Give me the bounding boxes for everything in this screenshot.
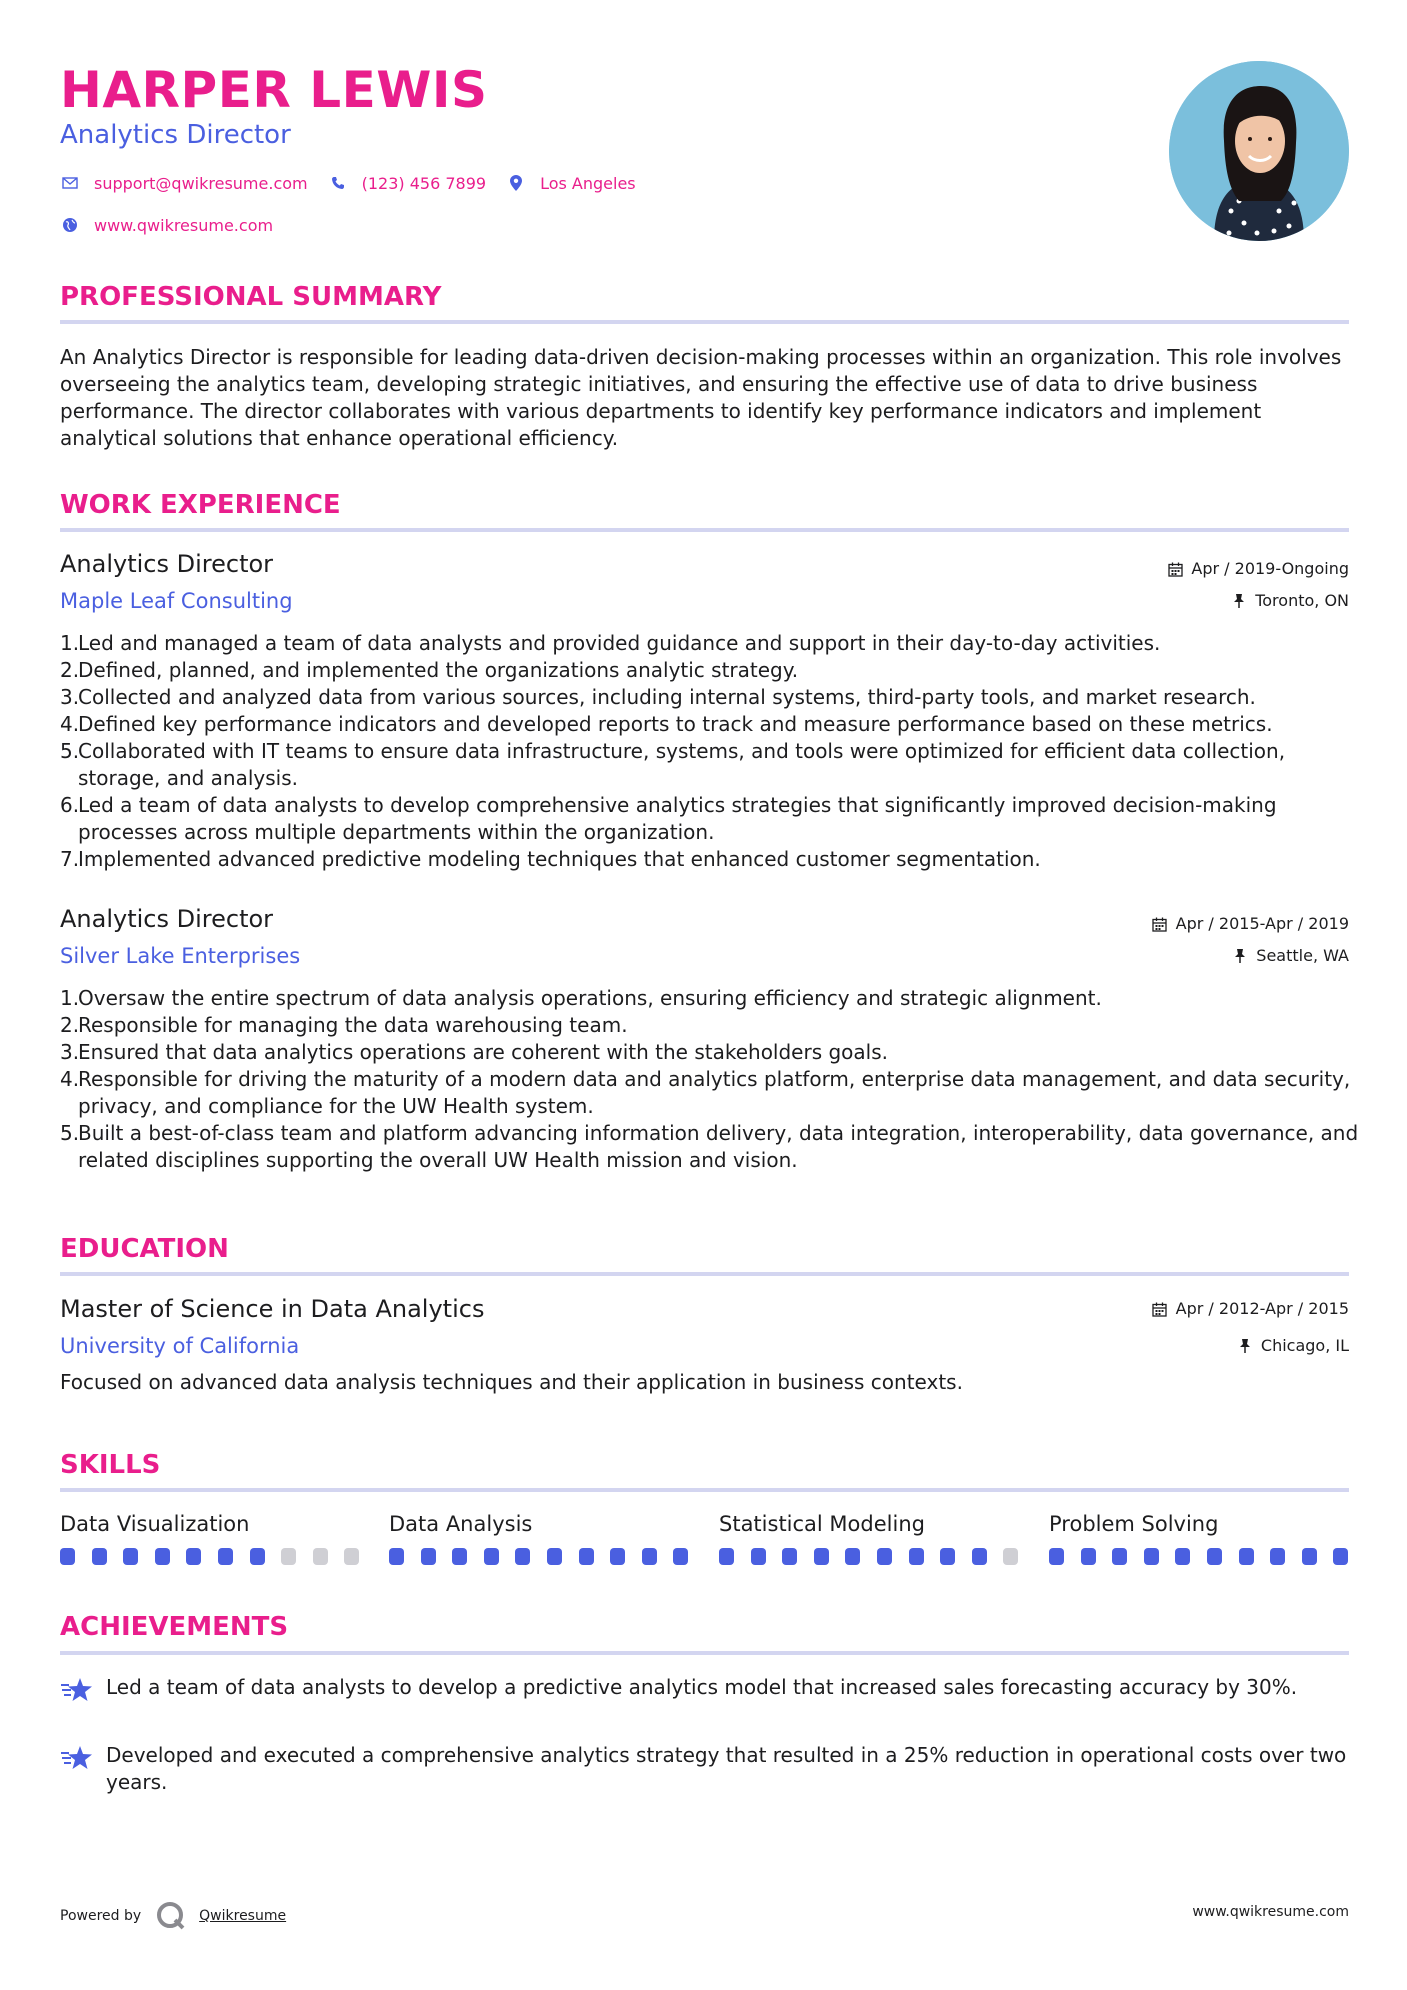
website-link[interactable]: www.qwikresume.com	[94, 215, 274, 235]
achievement-item	[60, 1742, 1351, 1796]
profile-photo	[1169, 61, 1349, 241]
skill-dot-filled	[1144, 1548, 1159, 1565]
summary-divider	[60, 320, 1349, 324]
skill-dot-filled	[782, 1548, 797, 1565]
skill-dot-empty	[344, 1548, 359, 1565]
resume-page	[60, 0, 1359, 1990]
calendar-icon	[1151, 915, 1169, 933]
skill-dot-filled	[92, 1548, 107, 1565]
phone-icon	[328, 173, 348, 193]
skill-dot-filled	[452, 1548, 467, 1565]
skill-dot-filled	[1270, 1548, 1285, 1565]
skills-divider	[60, 1488, 1349, 1492]
skill-dot-filled	[484, 1548, 499, 1565]
skill-data-analysis	[389, 1510, 689, 1538]
map-pin-icon	[506, 173, 526, 193]
experience-heading: WORK EXPERIENCE	[60, 490, 341, 520]
skill-dot-filled	[814, 1548, 829, 1565]
job-2-company: Silver Lake Enterprises	[60, 944, 301, 968]
job-1-dates-text: Apr / 2019-Ongoing	[1191, 559, 1349, 578]
achievement-text: Led a team of data analysts to develop a predictive analytics model that increased sales forecasting accuracy by 30%.	[106, 1675, 1298, 1699]
skill-dot-filled	[155, 1548, 170, 1565]
skill-dot-filled	[547, 1548, 562, 1565]
education-dates-text: Apr / 2012-Apr / 2015	[1175, 1299, 1349, 1318]
list-item: 1. Oversaw the entire spectrum of data analysis operations, ensuring efficiency and strategic alignment.	[60, 986, 1102, 1010]
experience-divider	[60, 528, 1349, 532]
skill-dot-filled	[1239, 1548, 1254, 1565]
skill-dot-filled	[1112, 1548, 1127, 1565]
job-1-location	[1230, 590, 1349, 612]
job-2-location	[1231, 945, 1349, 967]
skill-dot-empty	[313, 1548, 328, 1565]
education-heading: EDUCATION	[60, 1234, 229, 1264]
skill-dot-filled	[1207, 1548, 1222, 1565]
candidate-role: Analytics Director	[60, 120, 291, 150]
star-icon	[60, 1744, 94, 1772]
pushpin-icon	[1236, 1337, 1254, 1355]
calendar-icon	[1151, 1300, 1169, 1318]
skill-dot-filled	[123, 1548, 138, 1565]
list-item: 5. Collaborated with IT teams to ensure data infrastructure, systems, and tools were optimized for efficient data collection, storage, and analysis.	[60, 739, 1286, 790]
skill-rating	[60, 1548, 376, 1565]
job-1-location-text: Toronto, ON	[1255, 591, 1349, 610]
skill-statistical-modeling	[719, 1510, 1019, 1538]
job-1-company: Maple Leaf Consulting	[60, 589, 293, 613]
footer-url[interactable]: www.qwikresume.com	[1192, 1904, 1349, 1920]
pushpin-icon	[1230, 592, 1248, 610]
skills-grid	[60, 1510, 1351, 1570]
achievements-heading: ACHIEVEMENTS	[60, 1612, 289, 1642]
job-2-dates-text: Apr / 2015-Apr / 2019	[1175, 914, 1349, 933]
list-item: 3. Collected and analyzed data from various sources, including internal systems, third-party tools, and market research.	[60, 685, 1256, 709]
skill-dot-empty	[1003, 1548, 1018, 1565]
skill-dot-filled	[250, 1548, 265, 1565]
education-divider	[60, 1272, 1349, 1276]
education-dates	[1151, 1298, 1349, 1320]
skill-label: Data Visualization	[60, 1512, 250, 1536]
skill-label: Data Analysis	[389, 1512, 533, 1536]
powered-by-label: Powered by	[60, 1908, 142, 1924]
education-description: Focused on advanced data analysis techniques and their application in business contexts.	[60, 1370, 963, 1394]
qwikresume-logo-icon	[155, 1900, 187, 1932]
qwikresume-link[interactable]: Qwikresume	[199, 1908, 287, 1924]
list-item: 4. Defined key performance indicators and developed reports to track and measure performance based on these metrics.	[60, 712, 1273, 736]
skill-dot-filled	[642, 1548, 657, 1565]
skill-dot-empty	[281, 1548, 296, 1565]
skill-dot-filled	[1333, 1548, 1348, 1565]
skill-dot-filled	[1081, 1548, 1096, 1565]
skill-dot-filled	[673, 1548, 688, 1565]
skill-dot-filled	[389, 1548, 404, 1565]
email-link[interactable]: support@qwikresume.com	[94, 173, 308, 193]
skill-dot-filled	[515, 1548, 530, 1565]
achievements-divider	[60, 1651, 1349, 1655]
list-item: 5. Built a best-of-class team and platform advancing information delivery, data integration, interoperability, data governance, and related disciplines supporting the overall UW Health mission and vision.	[60, 1121, 1359, 1172]
calendar-icon	[1166, 560, 1184, 578]
list-item: 2. Defined, planned, and implemented the organizations analytic strategy.	[60, 658, 799, 682]
skill-problem-solving	[1049, 1510, 1349, 1538]
skill-dot-filled	[218, 1548, 233, 1565]
candidate-name: HARPER LEWIS	[60, 61, 488, 119]
skill-data-visualization	[60, 1510, 360, 1538]
skills-heading: SKILLS	[60, 1450, 161, 1480]
contact-row-1	[60, 173, 656, 193]
globe-icon	[60, 215, 80, 235]
skill-rating	[1049, 1548, 1365, 1565]
education-location	[1236, 1335, 1349, 1357]
skill-dot-filled	[1175, 1548, 1190, 1565]
skill-dot-filled	[909, 1548, 924, 1565]
list-item: 1. Led and managed a team of data analysts and provided guidance and support in their day-to-day activities.	[60, 631, 1161, 655]
list-item: 6. Led a team of data analysts to develop comprehensive analytics strategies that significantly improved decision-making processes across multiple departments within the organization.	[60, 793, 1277, 844]
job-1-responsibilities	[60, 630, 1367, 873]
skill-dot-filled	[845, 1548, 860, 1565]
list-item: 3. Ensured that data analytics operations are coherent with the stakeholders goals.	[60, 1040, 889, 1064]
job-2-responsibilities	[60, 985, 1367, 1174]
phone-number[interactable]: (123) 456 7899	[361, 173, 487, 193]
skill-dot-filled	[579, 1548, 594, 1565]
list-item: 7. Implemented advanced predictive modeling techniques that enhanced customer segmentation.	[60, 847, 1041, 871]
education-degree: Master of Science in Data Analytics	[60, 1295, 485, 1323]
achievement-text: Developed and executed a comprehensive analytics strategy that resulted in a 25% reduction in operational costs over two years.	[106, 1743, 1347, 1794]
skill-label: Statistical Modeling	[719, 1512, 925, 1536]
skill-dot-filled	[610, 1548, 625, 1565]
skill-dot-filled	[1049, 1548, 1064, 1565]
list-item: 4. Responsible for driving the maturity of a modern data and analytics platform, enterprise data management, and data security, privacy, and compliance for the UW Health system.	[60, 1067, 1351, 1118]
skill-dot-filled	[1302, 1548, 1317, 1565]
achievement-item	[60, 1674, 1351, 1704]
skill-dot-filled	[940, 1548, 955, 1565]
education-school: University of California	[60, 1334, 300, 1358]
footer-powered-by	[60, 1900, 286, 1932]
pushpin-icon	[1231, 947, 1249, 965]
skill-dot-filled	[751, 1548, 766, 1565]
skill-dot-filled	[972, 1548, 987, 1565]
list-item: 2. Responsible for managing the data warehousing team.	[60, 1013, 628, 1037]
skill-rating	[389, 1548, 705, 1565]
skill-dot-filled	[719, 1548, 734, 1565]
skill-dot-filled	[60, 1548, 75, 1565]
skill-dot-filled	[186, 1548, 201, 1565]
summary-heading: PROFESSIONAL SUMMARY	[60, 282, 442, 312]
skill-dot-filled	[421, 1548, 436, 1565]
education-location-text: Chicago, IL	[1260, 1336, 1349, 1355]
skill-label: Problem Solving	[1049, 1512, 1219, 1536]
job-1-title: Analytics Director	[60, 550, 274, 578]
job-1-dates	[1166, 558, 1349, 580]
star-icon	[60, 1676, 94, 1704]
location-text: Los Angeles	[540, 173, 636, 193]
skill-rating	[719, 1548, 1035, 1565]
job-2-dates	[1151, 913, 1349, 935]
job-2-location-text: Seattle, WA	[1256, 946, 1349, 965]
contact-row-2	[60, 215, 293, 235]
summary-text: An Analytics Director is responsible for leading data-driven decision-making processes within an organization. This role involves overseeing the analytics team, developing strategic initiatives, and ensuring the effective use of data to drive business performance. The director collaborates with various departments to identify key performance indicators and implement analytical solutions that enhance operational efficiency.	[60, 345, 1342, 450]
envelope-icon	[60, 173, 80, 193]
skill-dot-filled	[877, 1548, 892, 1565]
job-2-title: Analytics Director	[60, 905, 274, 933]
